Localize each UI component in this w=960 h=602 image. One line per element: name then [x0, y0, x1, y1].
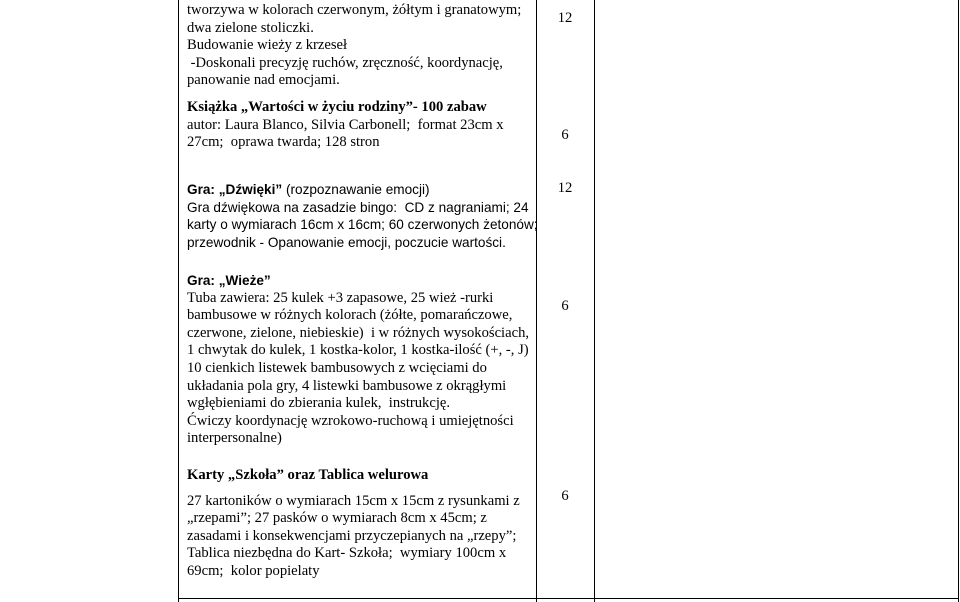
row-3-description: [187, 181, 538, 251]
row-2-quantity: 6: [561, 127, 569, 143]
row-2-line: 27cm; oprawa twarda; 128 stron: [187, 134, 380, 151]
row-1-line: Budowanie wieży z krzeseł: [187, 37, 348, 54]
row-5-line: zasadami i konsekwencjami przyczepianych na „rzepy”;: [187, 527, 517, 544]
row-4-description: [187, 272, 529, 448]
row-2-title: Książka „Wartości w życiu rodziny”- 100 zabaw: [187, 99, 487, 115]
row-2-description: [187, 99, 504, 152]
row-1-line: dwa zielone stoliczki.: [187, 19, 314, 36]
table-border-middle: [536, 0, 537, 602]
table-border-far-right: [958, 0, 959, 602]
row-5-line: „rzepami”; 27 pasków o wymiarach 8cm x 45cm; z: [187, 510, 487, 527]
row-3-line: karty o wymiarach 16cm x 16cm; 60 czerwonych żetonów;: [187, 217, 538, 233]
row-1-description: [187, 2, 521, 90]
row-3-quantity: 12: [557, 180, 573, 196]
row-4-line: czerwone, zielone, niebieskie) i w różnych wysokościach,: [187, 324, 530, 341]
row-3-line: Gra dźwiękowa na zasadzie bingo: CD z nagraniami; 24: [187, 199, 529, 215]
row-5-line: 27 kartoników o wymiarach 15cm x 15cm z rysunkami z: [187, 492, 520, 509]
row-4-line: 10 cienkich listewek bambusowych z wcięciami do: [187, 359, 487, 376]
row-5-title: Karty „Szkoła” oraz Tablica welurowa: [187, 467, 429, 483]
table-border-left: [178, 0, 179, 602]
row-2-line: autor: Laura Blanco, Silvia Carbonell; format 23cm x: [187, 116, 504, 133]
row-5-line: Tablica niezbędna do Kart- Szkoła; wymiary 100cm x: [187, 545, 507, 562]
row-1-line: panowanie nad emocjami.: [187, 72, 340, 89]
row-5-line: 69cm; kolor popielaty: [187, 562, 320, 579]
row-4-line: Tuba zawiera: 25 kulek +3 zapasowe, 25 wież -rurki: [187, 289, 494, 306]
row-4-line: interpersonalne): [187, 430, 282, 447]
row-5-spacer: [187, 485, 520, 493]
row-4-line: 1 chwytak do kulek, 1 kostka-kolor, 1 kostka-ilość (+, -, J): [187, 342, 529, 359]
row-3-title-suffix: (rozpoznawanie emocji): [282, 182, 430, 197]
row-3-line: przewodnik - Opanowanie emocji, poczucie wartości.: [187, 234, 506, 250]
row-1-line: tworzywa w kolorach czerwonym, żółtym i granatowym;: [187, 2, 522, 18]
row-4-line: układania pola gry, 4 listewki bambusowe z okrągłymi: [187, 377, 507, 394]
table-border-right: [594, 0, 595, 602]
row-4-line: bambusowe w różnych kolorach (żółte, pomarańczowe,: [187, 307, 513, 324]
row-1-quantity: 12: [557, 10, 573, 26]
row-5-quantity: 6: [561, 488, 569, 504]
row-4-quantity: 6: [561, 298, 569, 314]
table-border-bottom: [178, 598, 959, 599]
row-5-description: [187, 467, 520, 581]
row-4-line: wgłębieniami do zbierania kulek, instrukcję.: [187, 395, 451, 412]
row-3-title: [187, 181, 538, 199]
row-4-title: Gra: „Wieże”: [187, 273, 271, 288]
row-4-line: Ćwiczy koordynację wzrokowo-ruchową i umiejętności: [187, 412, 514, 429]
row-3-title-name: Gra: „Dźwięki”: [187, 182, 283, 197]
row-1-line: -Doskonali precyzję ruchów, zręczność, koordynację,: [187, 54, 503, 71]
